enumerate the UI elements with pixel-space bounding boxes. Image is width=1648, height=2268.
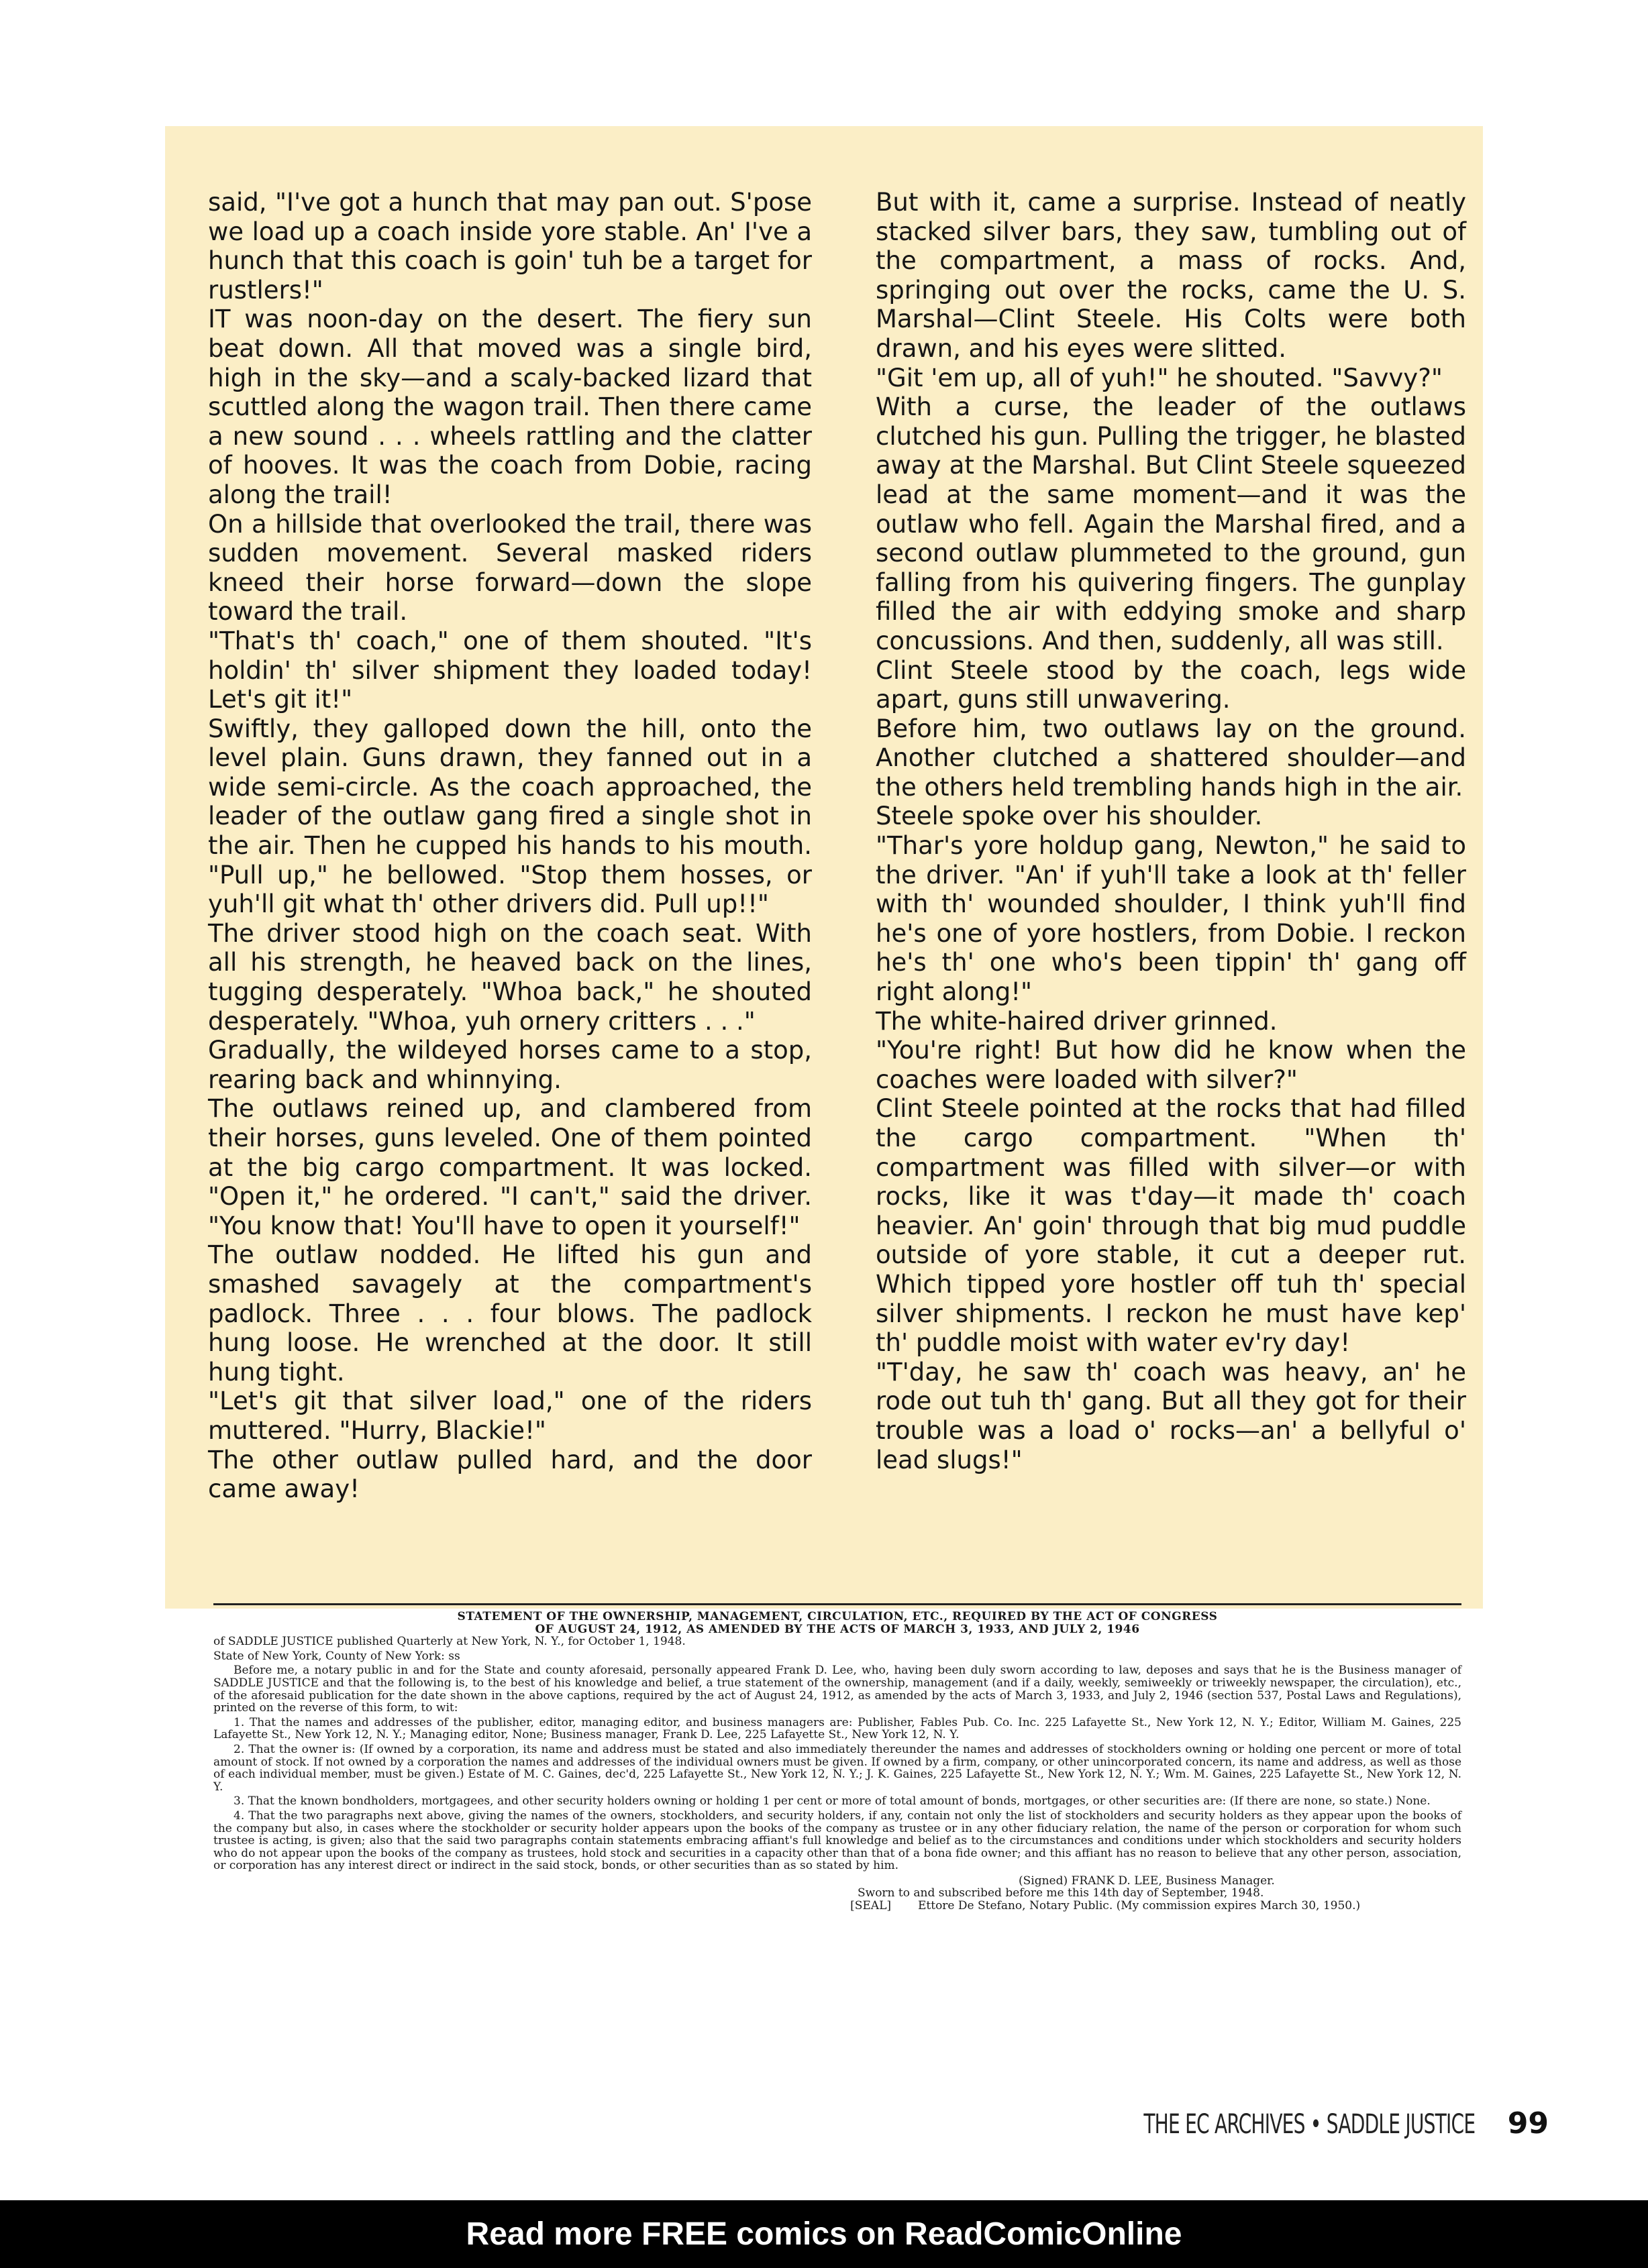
story-paragraph: Before him, two outlaws lay on the ground. Another clutched a shattered shoulder—and the others held trembling hands high in the air. — [876, 714, 1466, 802]
story-paragraph: "You're right! But how did he know when the coaches were loaded with silver?" — [876, 1036, 1466, 1094]
story-paragraph: With a curse, the leader of the outlaws clutched his gun. Pulling the trigger, he blasted away at the Marshal. But Clint Steele squeezed lead at the same moment—and it was the outlaw who fell. Again the Marshal fired, and a second outlaw plummeted to the ground, gun falling from his quivering fingers. The gunplay filled the air with eddying smoke and sharp concussions. And then, suddenly, all was still. — [876, 392, 1466, 655]
story-right-column — [876, 188, 1466, 1474]
statement-state-line: State of New York, County of New York: ss — [213, 1649, 460, 1663]
story-paragraph: IT was noon-day on the desert. The fiery sun beat down. All that moved was a single bird, high in the sky—and a scaly-backed lizard that scuttled along the wagon trail. Then there came a new sound . . . wheels rattling and the clatter of hooves. It was the coach from Dobie, racing along the trail! — [208, 305, 812, 509]
story-paragraph: The outlaws reined up, and clambered from their horses, guns leveled. One of them pointed at the big cargo compartment. It was locked. "Open it," he ordered. "I can't," said the driver. "You know that! You'll have to open it yourself!" — [208, 1094, 812, 1240]
promo-banner — [0, 2200, 1648, 2268]
story-paragraph: The other outlaw pulled hard, and the door came away! — [208, 1445, 812, 1504]
statement-item-1: 1. That the names and addresses of the publisher, editor, managing editor, and business managers are: Publisher, Fables Pub. Co. Inc. 225 Lafayette St., New York 12, N. Y.; Editor, William M. Gaines, 225 Lafayette St., New York 12, N. Y.; Managing editor, None; Business manager, Frank D. Lee, 225 Lafayette St., New York 12, N. Y. — [213, 1715, 1461, 1742]
story-paragraph: "Git 'em up, all of yuh!" he shouted. "Savvy?" — [876, 363, 1443, 392]
story-paragraph: "That's th' coach," one of them shouted. "It's holdin' th' silver shipment they loaded today! Let's git it!" — [208, 626, 812, 714]
statement-signature: (Signed) FRANK D. LEE, Business Manager. — [1019, 1874, 1275, 1888]
statement-item-4: 4. That the two paragraphs next above, giving the names of the owners, stockholders, and security holders, if any, contain not only the list of stockholders and security holders as they appear upon the books of the company but also, in cases where the stockholder or security holder appears upon the books of the company as trustee or in any other fiduciary relation, the name of the person or corporation for whom such trustee is acting, is given; also that the said two paragraphs contain statements embracing affiant's full knowledge and belief as to the circumstances and conditions under which stockholders and security holders who do not appear upon the books of the company as trustees, hold stock and securities in a capacity other than that of a bona fide owner; and this affiant has no reason to believe that any other person, association, or corporation has any interest direct or indirect in the said stock, bonds, or other securities than as so stated by him. — [213, 1808, 1461, 1873]
statement-notary-row — [213, 1900, 1461, 1912]
promo-link[interactable]: Read more FREE comics on ReadComicOnline — [466, 2216, 1182, 2252]
story-paragraph: "Let's git that silver load," one of the riders muttered. "Hurry, Blackie!" — [208, 1387, 812, 1445]
statement-seal: [SEAL] — [850, 1899, 891, 1913]
story-paragraph: Clint Steele stood by the coach, legs wide apart, guns still unwavering. — [876, 655, 1466, 714]
story-paragraph: Steele spoke over his shoulder. — [876, 802, 1263, 831]
page-footer — [1050, 2106, 1549, 2141]
story-paragraph: said, "I've got a hunch that may pan out. S'pose we load up a coach inside yore stable. An' I've a hunch that this coach is goin' tuh be a target for rustlers!" — [208, 188, 812, 305]
statement-heading-line-2: OF AUGUST 24, 1912, AS AMENDED BY THE ACTS OF MARCH 3, 1933, AND JULY 2, 1946 — [535, 1622, 1140, 1636]
story-left-column — [208, 188, 812, 1504]
statement-item-2: 2. That the owner is: (If owned by a corporation, its name and address must be stated and also immediately thereunder the names and addresses of stockholders owning or holding one percent or more of total amount of stock. If not owned by a corporation the names and addresses of the individual owners must be given. If owned by a firm, company, or other unincorporated concern, its name and address, as well as those of each individual member, must be given.) Estate of M. C. Gaines, dec'd, 225 Lafayette St., New York 12, N. Y.; J. K. Gaines, 225 Lafayette St., New York 12, N. Y.; Wm. M. Gaines, 225 Lafayette St., New York 12, N. Y. — [213, 1742, 1461, 1794]
page-number: 99 — [1507, 2106, 1549, 2141]
statement-notary: Ettore De Stefano, Notary Public. (My commission expires March 30, 1950.) — [918, 1899, 1361, 1913]
story-paragraph: Gradually, the wildeyed horses came to a stop, rearing back and whinnying. — [208, 1036, 812, 1094]
story-paragraph: But with it, came a surprise. Instead of neatly stacked silver bars, they saw, tumbling out of the compartment, a mass of rocks. And, springing out over the rocks, came the U. S. Marshal—Clint Steele. His Colts were both drawn, and his eyes were slitted. — [876, 188, 1466, 363]
story-panel — [165, 126, 1483, 1609]
statement-publication-line: of SADDLE JUSTICE published Quarterly at New York, N. Y., for October 1, 1948. — [213, 1635, 686, 1649]
statement-item-3: 3. That the known bondholders, mortgagees, and other security holders owning or holding 1 per cent or more of total amount of bonds, mortgages, or other securities are: (If there are none, so state.) None. — [234, 1794, 1431, 1808]
statement-divider — [213, 1603, 1461, 1605]
story-paragraph: Clint Steele pointed at the rocks that had filled the cargo compartment. "When th' compartment was filled with silver—or with rocks, like it was t'day—it made th' coach heavier. An' goin' through that big mud puddle outside of yore stable, it cut a deeper rut. Which tipped yore hostler off tuh th' special silver shipments. I reckon he must have kep' th' puddle moist with water ev'ry day! — [876, 1094, 1466, 1358]
story-paragraph: "Thar's yore holdup gang, Newton," he said to the driver. "An' if yuh'll take a look at th' feller with th' wounded shoulder, I think yuh'll find he's one of yore hostlers, from Dobie. I reckon he's th' one who's been tippin' th' gang off right along!" — [876, 831, 1466, 1007]
statement-heading: STATEMENT OF THE OWNERSHIP, MANAGEMENT, CIRCULATION, ETC., REQUIRED BY THE ACT OF CONGRESS — [457, 1610, 1218, 1623]
statement-intro: Before me, a notary public in and for the State and county aforesaid, personally appeared Frank D. Lee, who, having been duly sworn according to law, deposes and says that he is the Business manager of SADDLE JUSTICE and that the following is, to the best of his knowledge and belief, a true statement of the ownership, management (and if a daily, weekly, semiweekly or triweekly newspaper, the circulation), etc., of the aforesaid publication for the date shown in the above captions, required by the act of August 24, 1912, as amended by the acts of March 3, 1933, and July 2, 1946 (section 537, Postal Laws and Regulations), printed on the reverse of this form, to wit: — [213, 1664, 1461, 1715]
story-paragraph: On a hillside that overlooked the trail, there was sudden movement. Several masked riders kneed their horse forward—down the slope toward the trail. — [208, 509, 812, 627]
story-paragraph: The driver stood high on the coach seat. With all his strength, he heaved back on the lines, tugging desperately. "Whoa back," he shouted desperately. "Whoa, yuh ornery critters . . ." — [208, 918, 812, 1036]
story-paragraph: Swiftly, they galloped down the hill, onto the level plain. Guns drawn, they fanned out in a wide semi-circle. As the coach approached, the leader of the outlaw gang fired a single shot in the air. Then he cupped his hands to his mouth. "Pull up," he bellowed. "Stop them hosses, or yuh'll git what th' other drivers did. Pull up!!" — [208, 714, 812, 919]
statement-sworn: Sworn to and subscribed before me this 14th day of September, 1948. — [858, 1886, 1264, 1900]
story-paragraph: The outlaw nodded. He lifted his gun and smashed savagely at the compartment's padlock. Three . . . four blows. The padlock hung loose. He wrenched at the door. It still hung tight. — [208, 1240, 812, 1387]
series-title: THE EC ARCHIVES • SADDLE JUSTICE — [1143, 2109, 1476, 2140]
ownership-statement — [213, 1603, 1461, 1912]
story-paragraph: The white-haired driver grinned. — [876, 1006, 1278, 1036]
story-paragraph: "T'day, he saw th' coach was heavy, an' he rode out tuh th' gang. But all they got for their trouble was a load o' rocks—an' a bellyful o' lead slugs!" — [876, 1357, 1466, 1474]
